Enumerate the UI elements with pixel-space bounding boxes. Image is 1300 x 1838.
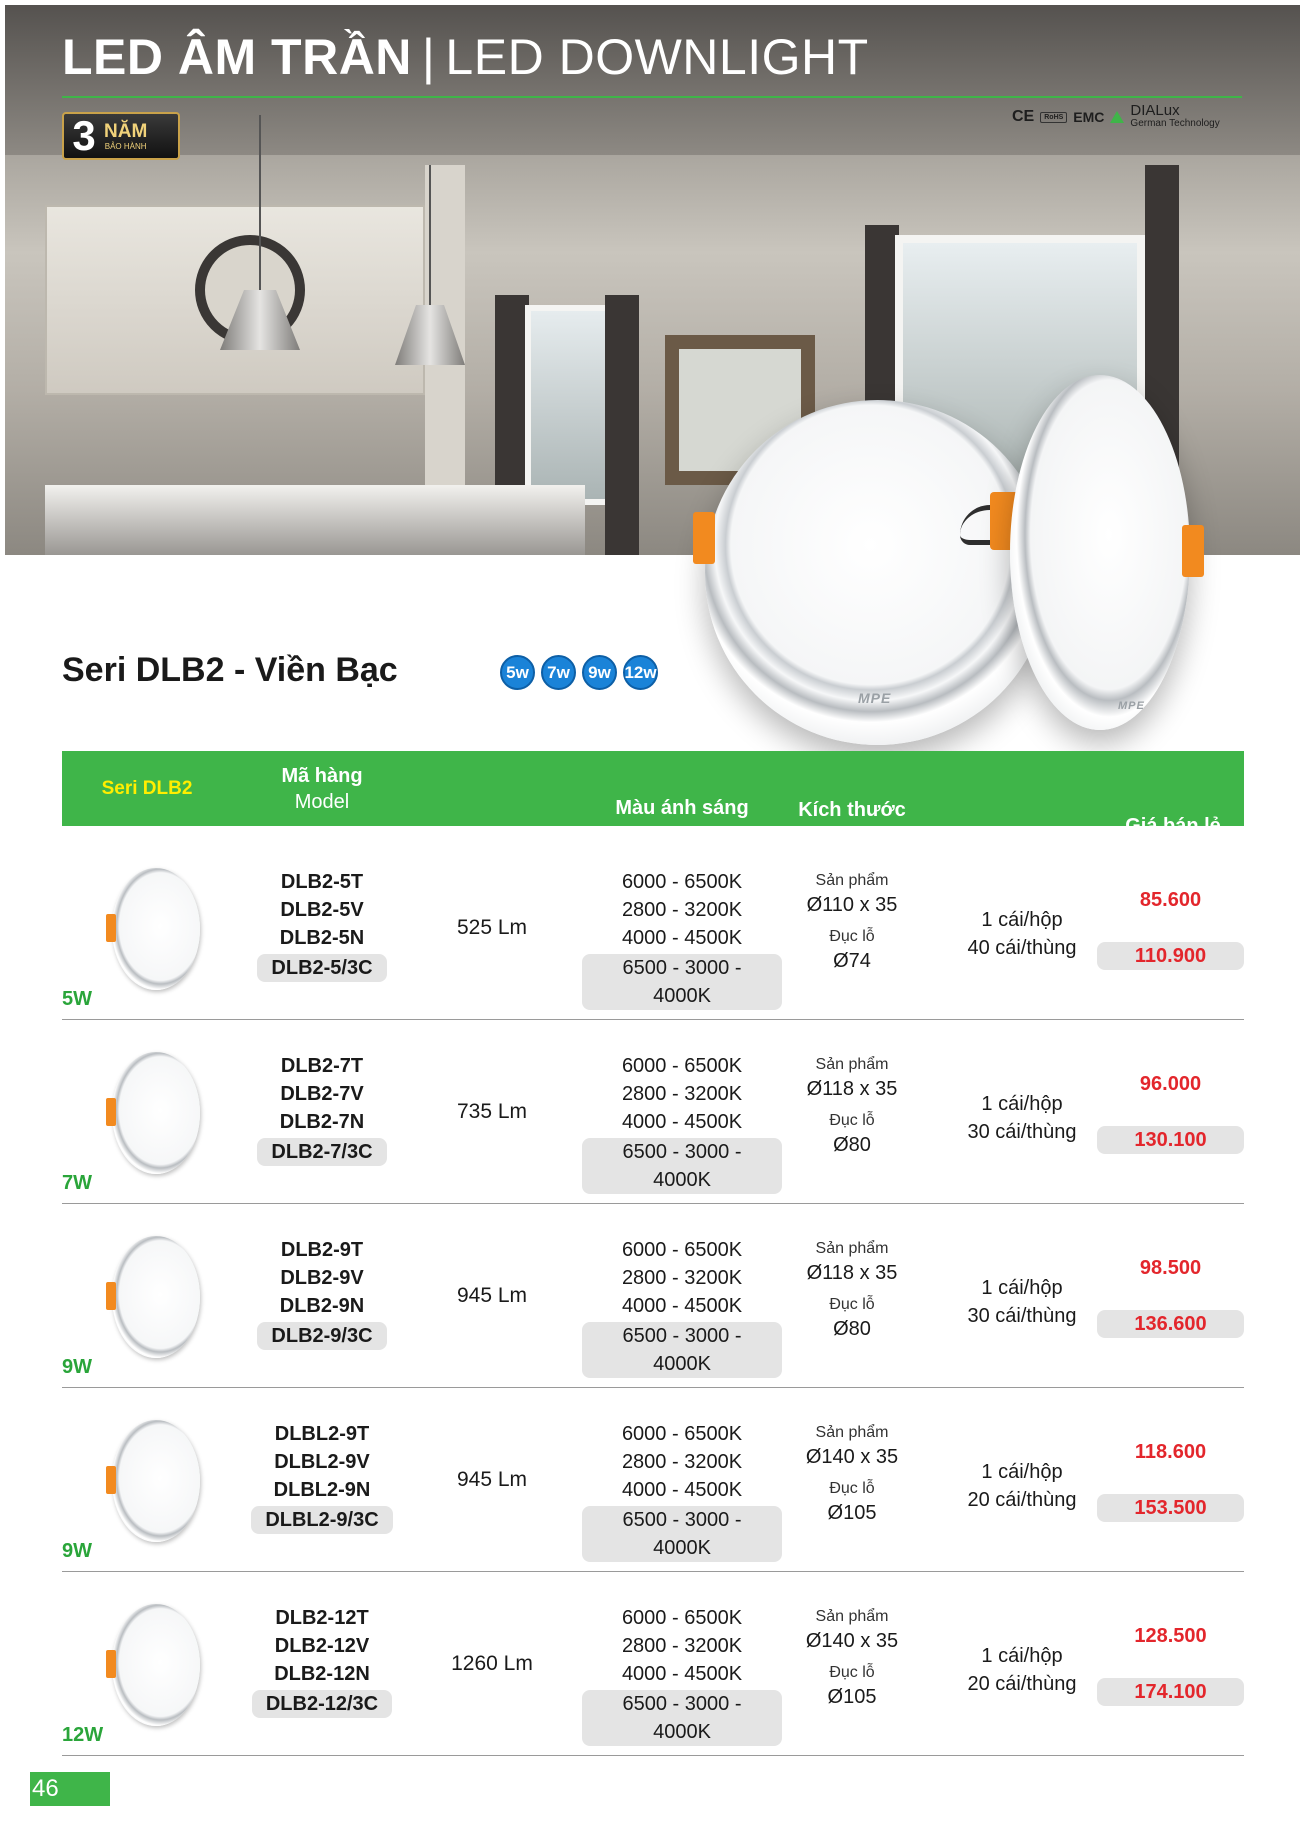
price-single: 96.000 <box>1139 1073 1202 1095</box>
cct-value: 4000 - 4500K <box>621 1479 743 1501</box>
model-code: DLB2-9V <box>280 1267 364 1289</box>
price-single: 118.600 <box>1134 1441 1207 1463</box>
model-cell <box>232 1420 412 1534</box>
size-product-label: Sản phẩm <box>815 1424 889 1441</box>
size-product-label: Sản phẩm <box>815 1056 889 1073</box>
table-row <box>62 1572 1244 1756</box>
lumen-value: 525 Lm <box>456 916 528 939</box>
cct-value: 6000 - 6500K <box>621 1607 743 1629</box>
header-series-label: Seri DLB2 <box>101 777 193 799</box>
row-divider <box>62 1755 1244 1756</box>
model-cell <box>232 1052 412 1166</box>
cct-value: 6000 - 6500K <box>621 871 743 893</box>
rohs-logo: RoHS <box>1040 112 1067 123</box>
cct-value-3c: 6500 - 3000 - 4000K <box>582 954 782 1010</box>
packing-cell <box>932 1642 1112 1698</box>
watt-badge-5w: 5w <box>500 655 535 690</box>
model-code: DLB2-5V <box>280 899 364 921</box>
watt-badges <box>500 655 658 690</box>
size-hole-label: Đục lỗ <box>829 1296 875 1313</box>
spring-clip <box>106 1466 116 1494</box>
brand-mark: MPE <box>858 690 892 706</box>
model-code-3c: DLB2-9/3C <box>257 1322 386 1350</box>
model-code: DLB2-7N <box>279 1111 365 1133</box>
size-product-label: Sản phẩm <box>815 1608 889 1625</box>
cct-value: 2800 - 3200K <box>621 899 743 921</box>
pendant-wire <box>429 165 431 310</box>
packing-cell <box>932 1090 1112 1146</box>
product-thumbnail <box>112 1420 200 1542</box>
price-single: 128.500 <box>1134 1625 1207 1647</box>
packing-carton: 30 cái/thùng <box>967 1121 1077 1143</box>
cct-value: 6000 - 6500K <box>621 1239 743 1261</box>
spring-clip <box>106 1282 116 1310</box>
cct-value: 4000 - 4500K <box>621 1663 743 1685</box>
model-code-3c: DLB2-5/3C <box>257 954 386 982</box>
size-hole-value: Ø80 <box>833 1318 871 1340</box>
ce-logo: CE <box>1012 108 1035 125</box>
price-cell <box>1097 1254 1244 1338</box>
title-vietnamese: LED ÂM TRẦN <box>62 29 412 85</box>
cct-value: 6000 - 6500K <box>621 1423 743 1445</box>
pendant-wire <box>259 115 261 295</box>
size-hole-value: Ø105 <box>827 1686 877 1708</box>
watt-badge-12w: 12w <box>623 655 658 690</box>
warranty-sub: BẢO HÀNH <box>104 141 147 151</box>
packing-box: 1 cái/hộp <box>981 1277 1063 1299</box>
price-3c: 153.500 <box>1097 1494 1244 1522</box>
warranty-word: NĂM <box>104 120 148 142</box>
cct-value-3c: 6500 - 3000 - 4000K <box>582 1138 782 1194</box>
model-code-3c: DLBL2-9/3C <box>251 1506 392 1534</box>
cct-value: 4000 - 4500K <box>621 1111 743 1133</box>
size-product-value: Ø110 x 35 <box>806 894 898 916</box>
product-thumbnail <box>112 868 200 990</box>
emc-logo: EMC <box>1073 109 1105 125</box>
row-watt-label: 9W <box>62 1540 92 1562</box>
dialux-logo <box>1130 104 1219 130</box>
watt-badge-7w: 7w <box>541 655 576 690</box>
packing-box: 1 cái/hộp <box>981 1461 1063 1483</box>
spring-clip <box>1182 525 1204 577</box>
cct-value: 2800 - 3200K <box>621 1451 743 1473</box>
model-code: DLB2-7V <box>280 1083 364 1105</box>
cct-value-3c: 6500 - 3000 - 4000K <box>582 1506 782 1562</box>
header-model <box>232 751 412 826</box>
header-model-vi: Mã hàng <box>281 764 363 787</box>
title-rule <box>62 96 1242 98</box>
kitchen-island <box>45 485 585 555</box>
warranty-years: 3 <box>72 112 96 159</box>
cct-cell <box>582 868 782 1010</box>
header-price-en: VNĐ <box>1151 840 1195 863</box>
header-series <box>62 751 232 826</box>
model-code: DLB2-9T <box>280 1239 364 1261</box>
series-title: Seri DLB2 - Viền Bạc <box>62 651 398 689</box>
product-thumbnail <box>112 1236 200 1358</box>
cct-value-3c: 6500 - 3000 - 4000K <box>582 1690 782 1746</box>
header-price-vi: Giá bán lẻ <box>1125 814 1221 837</box>
cct-cell <box>582 1236 782 1378</box>
brand-mark: MPE <box>1118 700 1145 712</box>
size-hole-value: Ø105 <box>827 1502 877 1524</box>
model-code-3c: DLB2-12/3C <box>252 1690 392 1718</box>
header-lumen-en: Lumen <box>451 870 513 893</box>
header-size-en: Size (mm) <box>806 824 898 847</box>
curtain <box>605 295 639 555</box>
size-cell <box>762 1422 942 1526</box>
model-code: DLB2-7T <box>280 1055 364 1077</box>
title-separator: | <box>421 29 436 85</box>
certification-logos <box>1012 104 1220 130</box>
cct-value: 2800 - 3200K <box>621 1083 743 1105</box>
title-english: LED DOWNLIGHT <box>445 29 869 85</box>
packing-carton: 30 cái/thùng <box>967 1305 1077 1327</box>
row-watt-label: 12W <box>62 1724 104 1746</box>
spring-clip <box>106 914 116 942</box>
model-code: DLB2-5N <box>279 927 365 949</box>
spring-clip <box>106 1650 116 1678</box>
size-hole-label: Đục lỗ <box>829 1112 875 1129</box>
row-watt-label: 7W <box>62 1172 92 1194</box>
cct-cell <box>582 1604 782 1746</box>
model-code: DLB2-12N <box>274 1663 370 1685</box>
cct-cell <box>582 1420 782 1562</box>
model-code: DLB2-12V <box>274 1635 370 1657</box>
size-product-value: Ø140 x 35 <box>805 1446 899 1468</box>
size-cell <box>762 1606 942 1710</box>
lumen-value: 945 Lm <box>456 1468 528 1491</box>
price-single: 85.600 <box>1139 889 1202 911</box>
model-code: DLBL2-9T <box>274 1423 370 1445</box>
size-product-value: Ø118 x 35 <box>806 1078 898 1100</box>
header-packing-en: Packing <box>986 860 1058 883</box>
packing-box: 1 cái/hộp <box>981 1645 1063 1667</box>
packing-cell <box>932 1274 1112 1330</box>
packing-carton: 20 cái/thùng <box>967 1673 1077 1695</box>
price-3c: 110.900 <box>1097 942 1244 970</box>
cct-value: 4000 - 4500K <box>621 927 743 949</box>
packing-box: 1 cái/hộp <box>981 909 1063 931</box>
size-hole-label: Đục lỗ <box>829 1664 875 1681</box>
size-cell <box>762 1238 942 1342</box>
price-cell <box>1097 1622 1244 1706</box>
dialux-icon <box>1110 111 1124 123</box>
size-hole-label: Đục lỗ <box>829 1480 875 1497</box>
lumen-value: 945 Lm <box>456 1284 528 1307</box>
packing-carton: 20 cái/thùng <box>967 1489 1077 1511</box>
table-row <box>62 836 1244 1020</box>
table-row <box>62 1388 1244 1572</box>
packing-cell <box>932 906 1112 962</box>
model-code: DLBL2-9V <box>274 1451 370 1473</box>
row-watt-label: 5W <box>62 988 92 1010</box>
price-3c: 174.100 <box>1097 1678 1244 1706</box>
size-cell <box>762 870 942 974</box>
table-row <box>62 1204 1244 1388</box>
downlight-product-image-side <box>1010 375 1190 730</box>
product-thumbnail <box>112 1052 200 1174</box>
size-product-label: Sản phẩm <box>815 872 889 889</box>
size-product-value: Ø140 x 35 <box>805 1630 899 1652</box>
size-product-label: Sản phẩm <box>815 1240 889 1257</box>
cct-value: 6000 - 6500K <box>621 1055 743 1077</box>
watt-badge-9w: 9w <box>582 655 617 690</box>
packing-carton: 40 cái/thùng <box>967 937 1077 959</box>
model-code: DLB2-9N <box>279 1295 365 1317</box>
price-single: 98.500 <box>1139 1257 1202 1279</box>
lumen-value: 735 Lm <box>456 1100 528 1123</box>
price-3c: 130.100 <box>1097 1126 1244 1154</box>
size-hole-label: Đục lỗ <box>829 928 875 945</box>
size-product-value: Ø118 x 35 <box>806 1262 898 1284</box>
price-cell <box>1097 1438 1244 1522</box>
product-thumbnail <box>112 1604 200 1726</box>
header-size-vi: Kích thước <box>798 798 906 821</box>
cct-value: 4000 - 4500K <box>621 1295 743 1317</box>
size-hole-value: Ø74 <box>833 950 871 972</box>
packing-box: 1 cái/hộp <box>981 1093 1063 1115</box>
table-row <box>62 1020 1244 1204</box>
packing-cell <box>932 1458 1112 1514</box>
header-packing-vi: Đóng gói <box>978 834 1066 857</box>
lumen-value: 1260 Lm <box>451 1652 533 1675</box>
model-cell <box>232 1604 412 1718</box>
model-code: DLBL2-9N <box>273 1479 371 1501</box>
cct-value: 2800 - 3200K <box>621 1267 743 1289</box>
spring-clip <box>693 512 715 564</box>
model-cell <box>232 868 412 982</box>
price-3c: 136.600 <box>1097 1310 1244 1338</box>
warranty-badge <box>62 112 180 160</box>
page-title <box>62 28 869 86</box>
dialux-tagline: German Technology <box>1130 118 1220 129</box>
size-hole-value: Ø80 <box>833 1134 871 1156</box>
cct-value-3c: 6500 - 3000 - 4000K <box>582 1322 782 1378</box>
header-lumen-vi: Quang thông <box>419 844 545 867</box>
price-cell <box>1097 1070 1244 1154</box>
model-cell <box>232 1236 412 1350</box>
spring-clip <box>106 1098 116 1126</box>
header-cct-en: CCT <box>661 822 703 845</box>
header-cct-vi: Màu ánh sáng <box>615 796 749 819</box>
model-code: DLB2-5T <box>280 871 364 893</box>
cct-value: 2800 - 3200K <box>621 1635 743 1657</box>
row-watt-label: 9W <box>62 1356 92 1378</box>
page-number: 46 <box>30 1772 110 1806</box>
header-model-en: Model <box>294 790 350 813</box>
size-cell <box>762 1054 942 1158</box>
dialux-name: DIALux <box>1130 102 1180 119</box>
cct-cell <box>582 1052 782 1194</box>
model-code: DLB2-12T <box>275 1607 369 1629</box>
price-cell <box>1097 886 1244 970</box>
model-code-3c: DLB2-7/3C <box>257 1138 386 1166</box>
